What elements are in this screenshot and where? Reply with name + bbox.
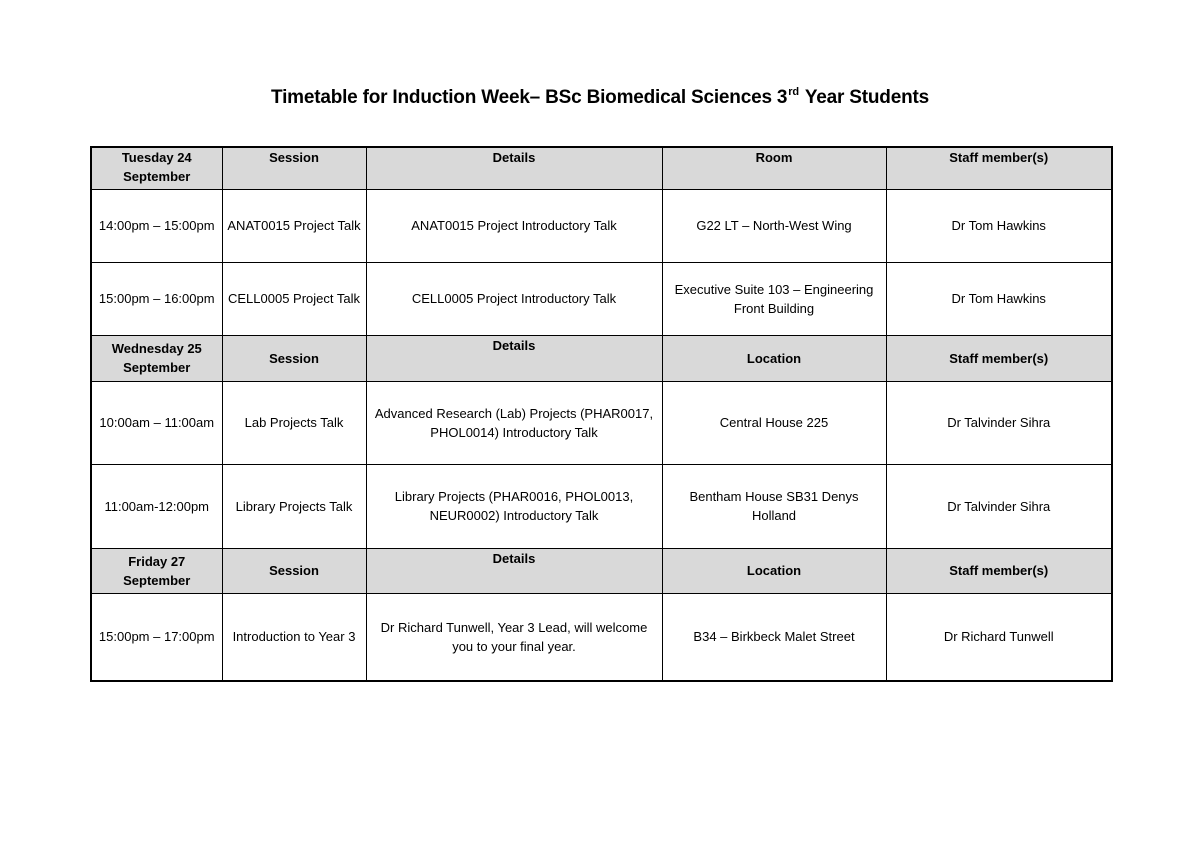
title-main: Timetable for Induction Week– BSc Biomedical Sciences 3: [271, 87, 788, 108]
time-cell: 15:00pm – 16:00pm: [91, 262, 222, 335]
table-row: [91, 593, 1112, 681]
staff-heading: Staff member(s): [886, 147, 1112, 189]
day-heading: Friday 27 September: [91, 548, 222, 593]
room-cell: G22 LT – North-West Wing: [662, 189, 886, 262]
page-title: [0, 86, 1200, 109]
session-cell: Lab Projects Talk: [222, 381, 366, 464]
session-cell: Introduction to Year 3: [222, 593, 366, 681]
session-heading: Session: [222, 335, 366, 381]
section-header-row: [91, 335, 1112, 381]
location-cell: Bentham House SB31 Denys Holland: [662, 464, 886, 548]
time-cell: 14:00pm – 15:00pm: [91, 189, 222, 262]
section-header-row: [91, 548, 1112, 593]
location-heading: Location: [662, 548, 886, 593]
details-heading: Details: [366, 548, 662, 593]
details-heading: Details: [366, 335, 662, 381]
staff-cell: Dr Tom Hawkins: [886, 189, 1112, 262]
staff-heading: Staff member(s): [886, 335, 1112, 381]
staff-cell: Dr Talvinder Sihra: [886, 464, 1112, 548]
staff-heading: Staff member(s): [886, 548, 1112, 593]
table-row: [91, 464, 1112, 548]
details-cell: Advanced Research (Lab) Projects (PHAR0017, PHOL0014) Introductory Talk: [366, 381, 662, 464]
table-row: [91, 189, 1112, 262]
day-heading: Tuesday 24 September: [91, 147, 222, 189]
staff-cell: Dr Talvinder Sihra: [886, 381, 1112, 464]
session-heading: Session: [222, 548, 366, 593]
session-cell: Library Projects Talk: [222, 464, 366, 548]
location-cell: Central House 225: [662, 381, 886, 464]
time-cell: 10:00am – 11:00am: [91, 381, 222, 464]
details-heading: Details: [366, 147, 662, 189]
details-cell: CELL0005 Project Introductory Talk: [366, 262, 662, 335]
details-cell: ANAT0015 Project Introductory Talk: [366, 189, 662, 262]
room-cell: Executive Suite 103 – Engineering Front Building: [662, 262, 886, 335]
timetable: [90, 146, 1113, 682]
location-heading: Location: [662, 335, 886, 381]
details-cell: Dr Richard Tunwell, Year 3 Lead, will welcome you to your final year.: [366, 593, 662, 681]
session-cell: ANAT0015 Project Talk: [222, 189, 366, 262]
session-heading: Session: [222, 147, 366, 189]
table-row: [91, 262, 1112, 335]
room-heading: Room: [662, 147, 886, 189]
section-header-row: [91, 147, 1112, 189]
time-cell: 11:00am-12:00pm: [91, 464, 222, 548]
staff-cell: Dr Richard Tunwell: [886, 593, 1112, 681]
table-row: [91, 381, 1112, 464]
title-superscript: rd: [788, 86, 799, 98]
location-cell: B34 – Birkbeck Malet Street: [662, 593, 886, 681]
session-cell: CELL0005 Project Talk: [222, 262, 366, 335]
staff-cell: Dr Tom Hawkins: [886, 262, 1112, 335]
time-cell: 15:00pm – 17:00pm: [91, 593, 222, 681]
title-tail: Year Students: [804, 87, 929, 108]
day-heading: Wednesday 25 September: [91, 335, 222, 381]
details-cell: Library Projects (PHAR0016, PHOL0013, NEUR0002) Introductory Talk: [366, 464, 662, 548]
